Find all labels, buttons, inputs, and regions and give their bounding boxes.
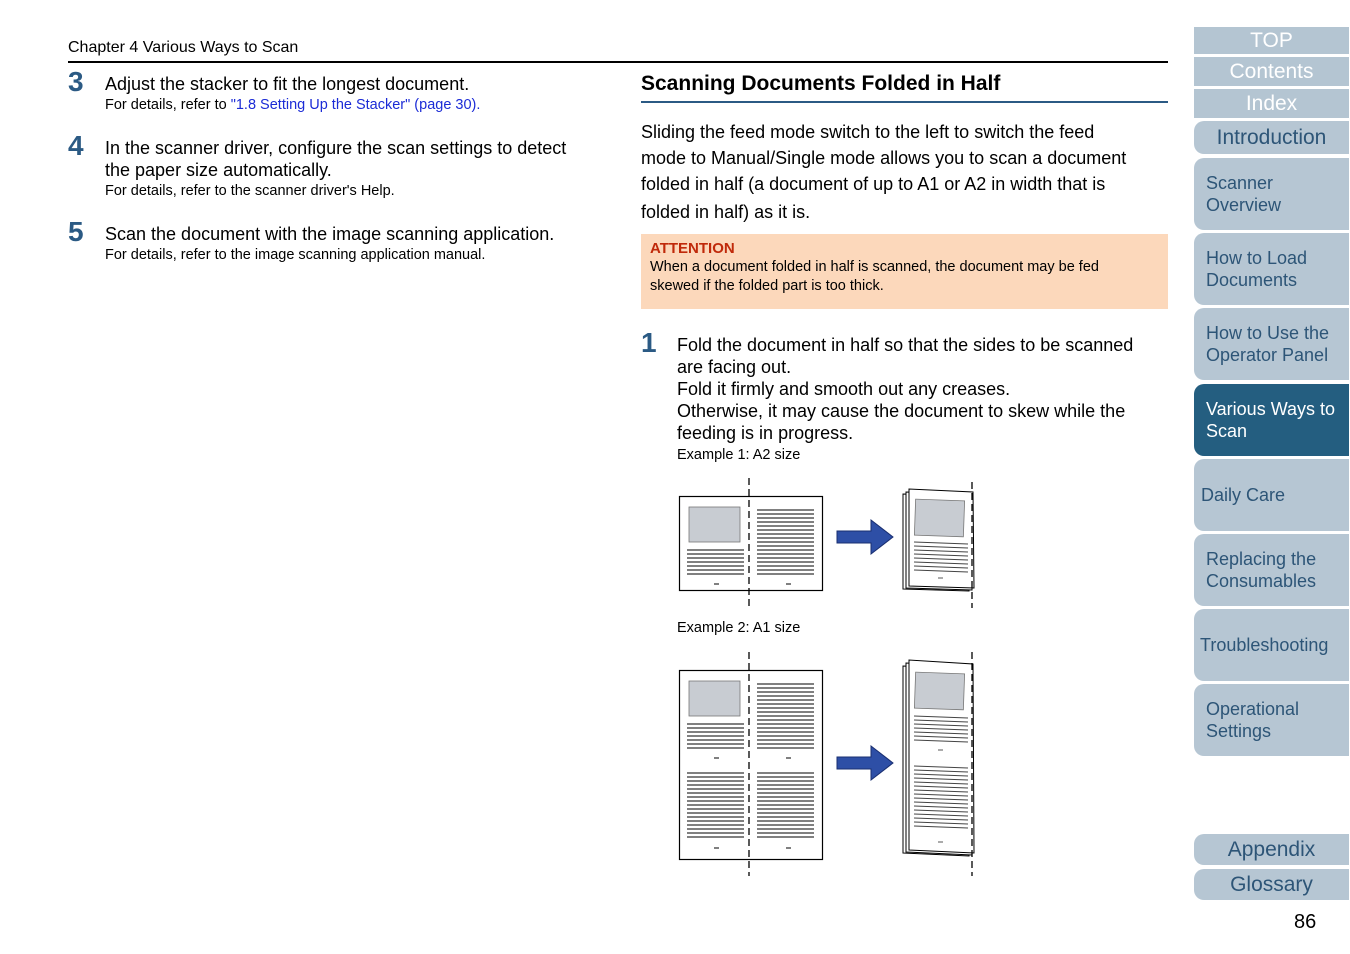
- attention-box: [641, 234, 1168, 309]
- nav-appendix-tab[interactable]: Appendix: [1194, 834, 1349, 865]
- intro-line: folded in half) as it is.: [641, 202, 811, 222]
- intro-line: Sliding the feed mode switch to the left to switch the feed: [641, 122, 1095, 142]
- step-5-note: For details, refer to the image scanning application manual.: [105, 247, 486, 263]
- nav-index-button[interactable]: Index: [1194, 89, 1349, 118]
- chapter-title: Chapter 4 Various Ways to Scan: [68, 39, 299, 56]
- nav-tab-label: Consumables: [1206, 571, 1317, 591]
- nav-tab-operational-settings[interactable]: [1194, 684, 1349, 756]
- nav-top-button[interactable]: TOP: [1194, 27, 1349, 54]
- example-1-caption: Example 1: A2 size: [677, 447, 801, 463]
- step-number-4: 4: [68, 130, 84, 161]
- step-1-text: [677, 334, 1172, 444]
- step-3-text: Adjust the stacker to fit the longest document.: [105, 74, 470, 94]
- step-3-note: [105, 96, 480, 114]
- step-1-line: are facing out.: [677, 357, 792, 377]
- attention-title: ATTENTION: [650, 240, 735, 257]
- step-4-note: For details, refer to the scanner driver's Help.: [105, 183, 395, 199]
- step-4-text-line1: In the scanner driver, configure the scan settings to detect: [105, 138, 567, 158]
- nav-tab-label: Scan: [1206, 421, 1248, 441]
- example-2-caption: Example 2: A1 size: [677, 620, 801, 636]
- step-number-3: 3: [68, 66, 84, 97]
- intro-line: folded in half (a document of up to A1 or A2 in width that is: [641, 174, 1106, 194]
- nav-tab-label: Scanner: [1206, 173, 1274, 193]
- nav-tab-troubleshooting[interactable]: [1194, 609, 1349, 681]
- nav-tab-label: Operational: [1206, 699, 1300, 719]
- nav-tab-label: Operator Panel: [1206, 345, 1329, 365]
- nav-tab-label: How to Load: [1206, 248, 1308, 268]
- nav-tab-label: Replacing the: [1206, 549, 1317, 569]
- nav-glossary-tab[interactable]: Glossary: [1194, 869, 1349, 900]
- section-title: Scanning Documents Folded in Half: [641, 72, 1001, 95]
- step-1-line: feeding is in progress.: [677, 423, 854, 443]
- step-3-note-prefix: For details, refer to: [105, 97, 231, 113]
- section-divider: [641, 101, 1168, 103]
- stacker-setup-link[interactable]: "1.8 Setting Up the Stacker" (page 30).: [230, 97, 481, 113]
- nav-contents-button[interactable]: Contents: [1194, 57, 1349, 86]
- attention-line: skewed if the folded part is too thick.: [650, 278, 884, 294]
- nav-tab-various-ways[interactable]: [1194, 384, 1349, 456]
- intro-line: mode to Manual/Single mode allows you to scan a document: [641, 148, 1127, 168]
- step-number-1: 1: [641, 327, 657, 358]
- section-intro: [641, 119, 1169, 225]
- nav-tab-label: Various Ways to: [1206, 399, 1336, 419]
- nav-tab-label: Overview: [1206, 195, 1282, 215]
- nav-tab-label: Troubleshooting: [1200, 635, 1329, 655]
- step-1-line: Fold the document in half so that the sides to be scanned: [677, 335, 1134, 355]
- a1-fold-illustration: [670, 650, 990, 880]
- step-1-line: Fold it firmly and smooth out any creases.: [677, 379, 1011, 399]
- step-1-line: Otherwise, it may cause the document to skew while the: [677, 401, 1126, 421]
- nav-tab-label: Documents: [1206, 270, 1298, 290]
- step-4-text-line2: the paper size automatically.: [105, 160, 332, 180]
- nav-introduction-tab[interactable]: Introduction: [1194, 121, 1349, 154]
- nav-tab-daily-care[interactable]: [1194, 459, 1349, 531]
- page-number: 86: [1294, 911, 1317, 933]
- step-5-text: Scan the document with the image scanning application.: [105, 224, 555, 244]
- nav-tab-scanner-overview[interactable]: [1194, 158, 1349, 230]
- nav-tab-label: Daily Care: [1201, 485, 1286, 505]
- nav-tab-operator-panel[interactable]: [1194, 308, 1349, 380]
- nav-tab-label: Settings: [1206, 721, 1272, 741]
- header-divider: [68, 61, 1168, 63]
- a2-fold-illustration: [670, 476, 990, 610]
- step-number-5: 5: [68, 216, 84, 247]
- nav-tab-how-to-load[interactable]: [1194, 233, 1349, 305]
- nav-tab-replacing-consumables[interactable]: [1194, 534, 1349, 606]
- attention-line: When a document folded in half is scanned, the document may be fed: [650, 259, 1099, 275]
- nav-tab-label: How to Use the: [1206, 323, 1330, 343]
